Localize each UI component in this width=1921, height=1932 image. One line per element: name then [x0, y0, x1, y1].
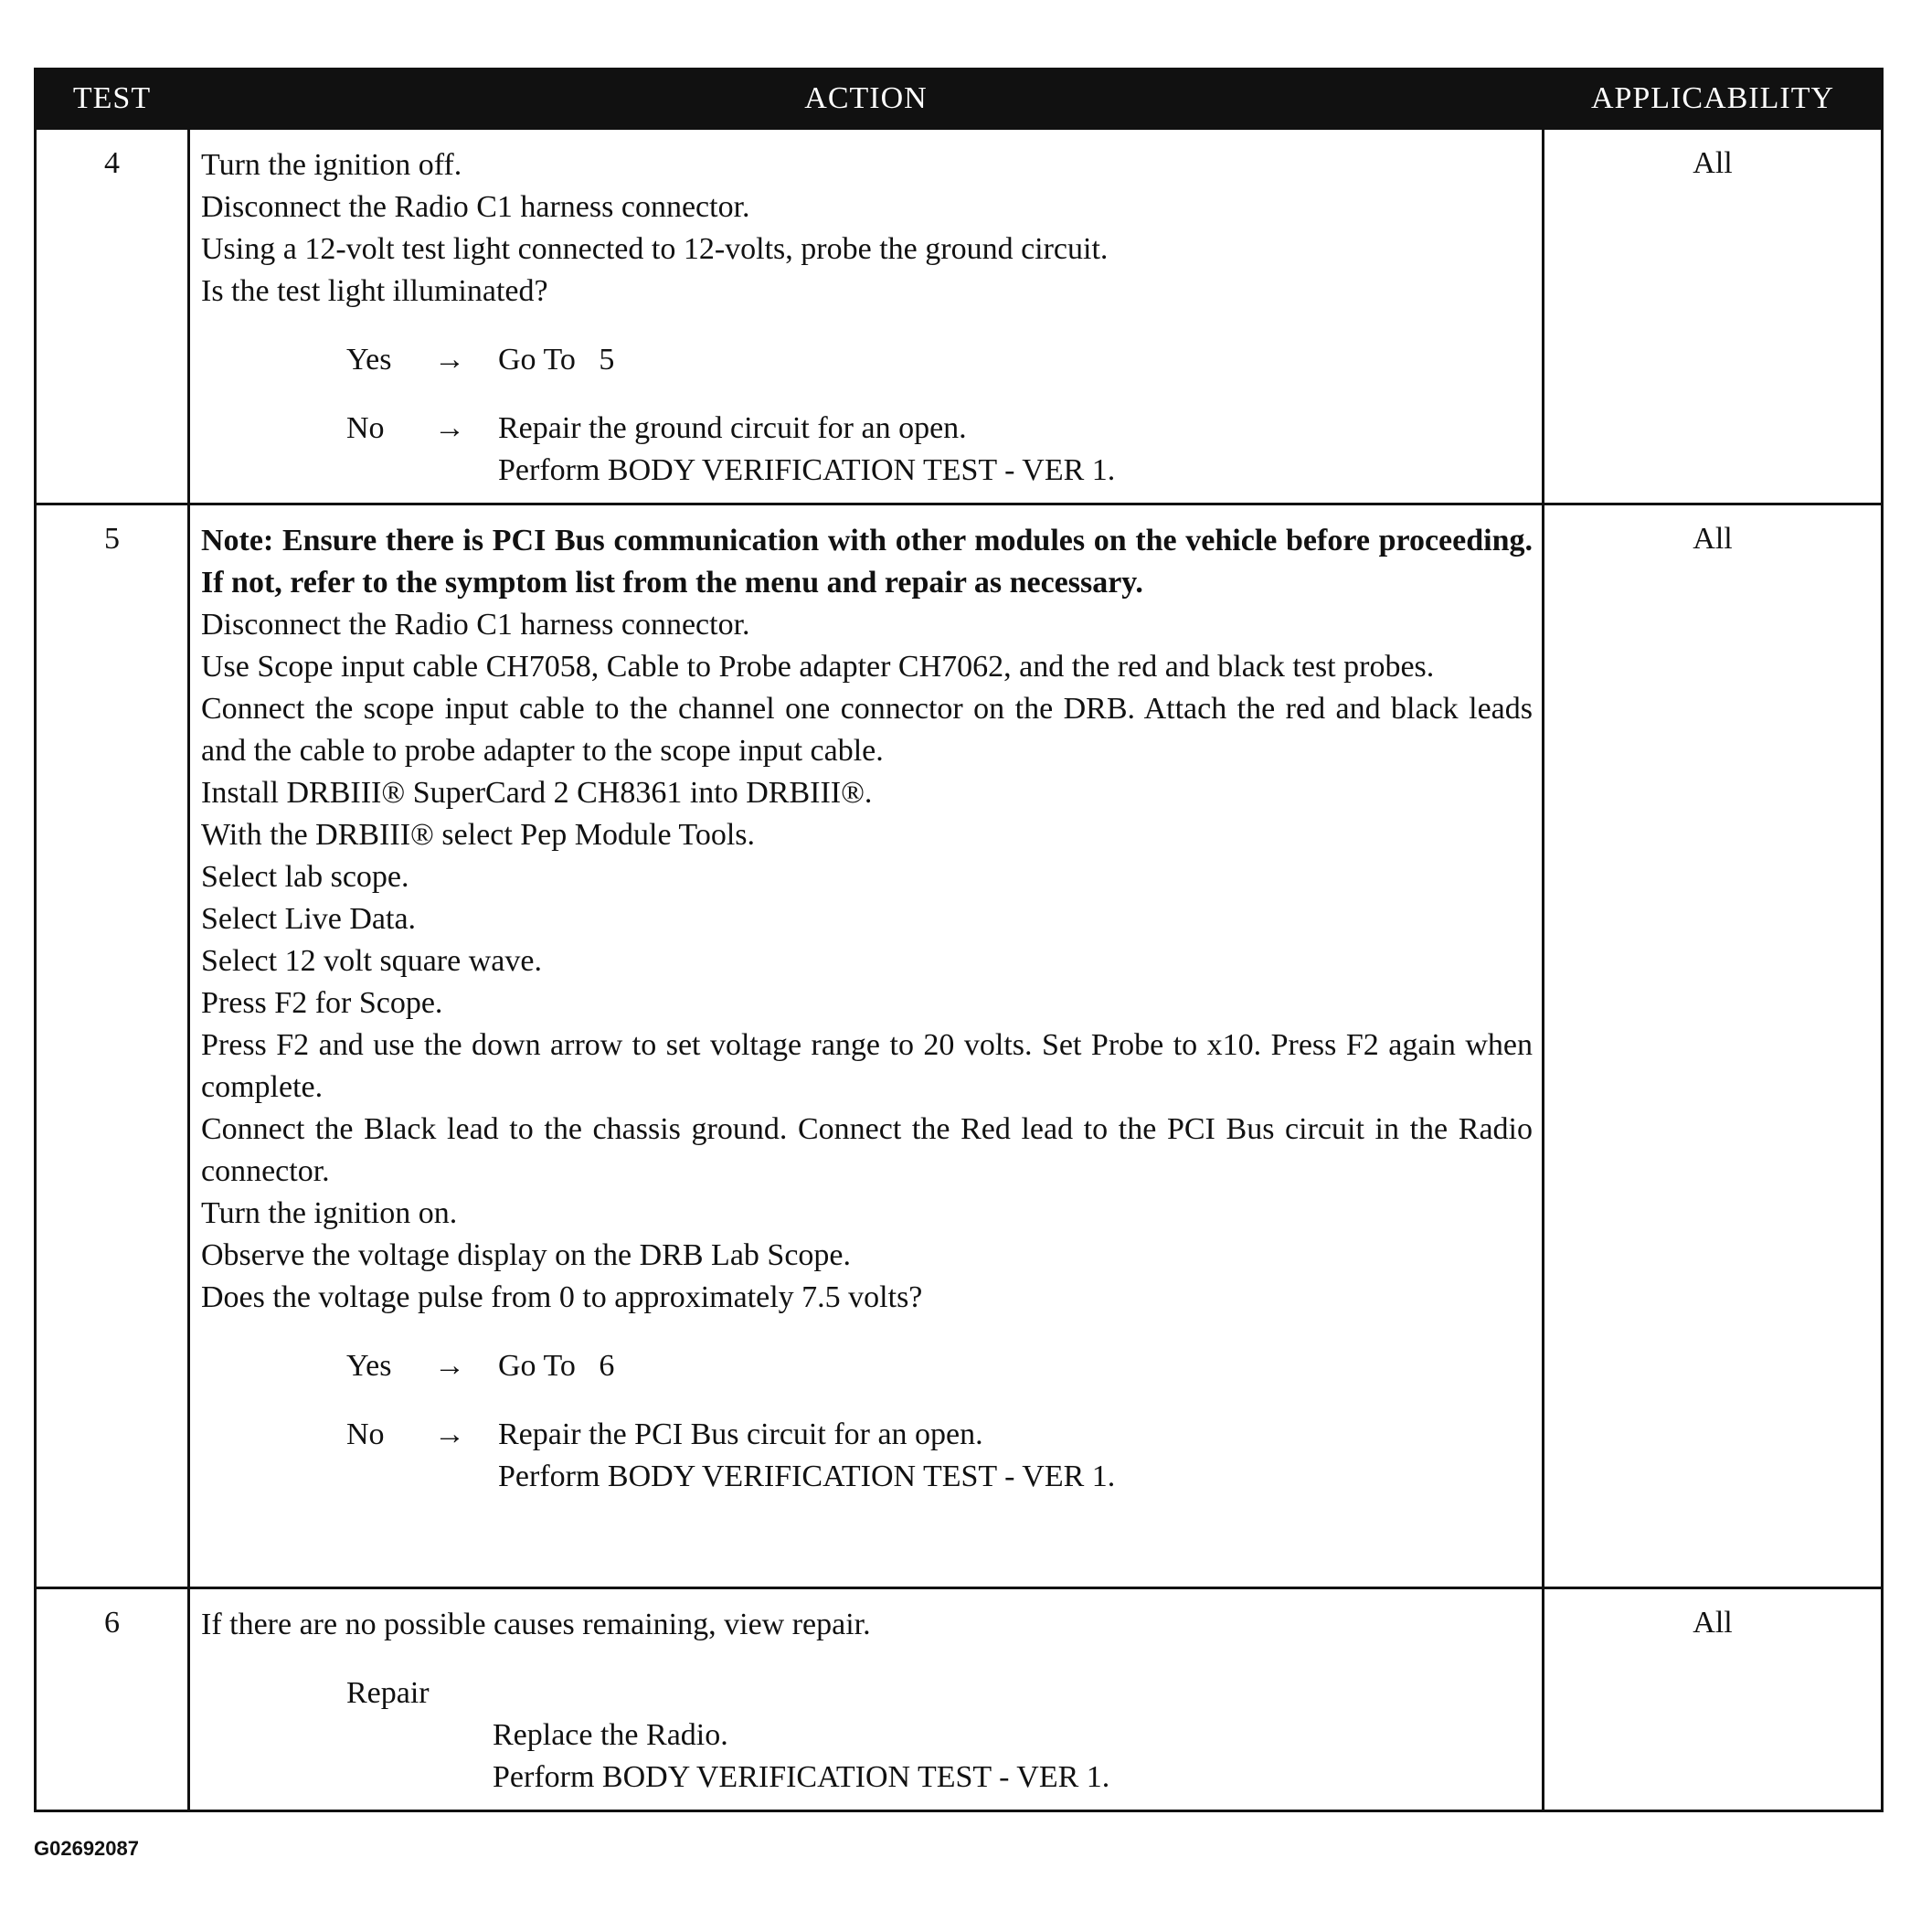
action-step: Use Scope input cable CH7058, Cable to Probe adapter CH7062, and the red and black test probes.	[201, 650, 1435, 684]
header-applicability: APPLICABILITY	[1544, 69, 1883, 129]
test-number: 5	[36, 504, 189, 1588]
yes-label: Yes	[346, 1349, 392, 1383]
action-step: Turn the ignition off.	[201, 148, 462, 182]
diagnostic-test-table	[34, 68, 1884, 1812]
header-action: ACTION	[189, 69, 1544, 129]
action-cell	[189, 1588, 1544, 1811]
action-step: Disconnect the Radio C1 harness connector.	[201, 608, 750, 642]
note-text: Note: Ensure there is PCI Bus communication with other modules on the vehicle before proceeding. If not, refer to the symptom list from the menu and repair as necessary.	[201, 524, 1533, 600]
figure-id: G02692087	[34, 1837, 139, 1860]
yes-branch	[346, 339, 1533, 381]
header-test: TEST	[36, 69, 189, 129]
table-row-test-5	[36, 504, 1883, 1588]
action-step: Press F2 for Scope.	[201, 986, 443, 1020]
action-step: Turn the ignition on.	[201, 1196, 458, 1230]
goto-link: Go To 6	[498, 1349, 615, 1383]
action-step: Select 12 volt square wave.	[201, 944, 542, 978]
action-step: Using a 12-volt test light connected to 12-volts, probe the ground circuit.	[201, 232, 1109, 266]
table-header-row	[36, 69, 1883, 129]
table-row-test-6	[36, 1588, 1883, 1811]
right-arrow-icon: →	[434, 411, 465, 445]
action-cell	[189, 129, 1544, 504]
no-branch	[346, 408, 1533, 492]
action-cell	[189, 504, 1544, 1588]
no-action: Perform BODY VERIFICATION TEST - VER 1.	[498, 453, 1116, 487]
repair-label: Repair	[346, 1676, 430, 1710]
applicability-cell: All	[1544, 504, 1883, 1588]
no-label: No	[346, 1417, 385, 1451]
test-number: 6	[36, 1588, 189, 1811]
action-question: Does the voltage pulse from 0 to approximately 7.5 volts?	[201, 1280, 923, 1314]
action-step: Connect the scope input cable to the channel one connector on the DRB. Attach the red and black leads and the cable to probe adapter to the scope input cable.	[201, 692, 1533, 768]
action-step: Observe the voltage display on the DRB Lab Scope.	[201, 1238, 852, 1272]
action-step: Select Live Data.	[201, 902, 417, 936]
action-step: If there are no possible causes remaining, view repair.	[201, 1608, 871, 1641]
table-row-test-4	[36, 129, 1883, 504]
action-step: With the DRBIII® select Pep Module Tools.	[201, 818, 755, 852]
right-arrow-icon: →	[434, 343, 465, 377]
applicability-cell: All	[1544, 1588, 1883, 1811]
test-number: 4	[36, 129, 189, 504]
action-step: Connect the Black lead to the chassis ground. Connect the Red lead to the PCI Bus circuit in the Radio connector.	[201, 1112, 1533, 1188]
yes-branch	[346, 1345, 1533, 1387]
action-step: Disconnect the Radio C1 harness connector.	[201, 190, 750, 224]
goto-link: Go To 5	[498, 343, 615, 377]
repair-step: Perform BODY VERIFICATION TEST - VER 1.	[493, 1760, 1110, 1794]
repair-step: Replace the Radio.	[493, 1718, 728, 1752]
action-question: Is the test light illuminated?	[201, 274, 548, 308]
repair-block	[346, 1672, 1533, 1799]
yes-label: Yes	[346, 343, 392, 377]
right-arrow-icon: →	[434, 1349, 465, 1383]
action-step: Select lab scope.	[201, 860, 409, 894]
right-arrow-icon: →	[434, 1417, 465, 1451]
action-step: Press F2 and use the down arrow to set voltage range to 20 volts. Set Probe to x10. Press F2 again when complete.	[201, 1028, 1533, 1104]
no-action: Repair the ground circuit for an open.	[498, 411, 967, 445]
action-step: Install DRBIII® SuperCard 2 CH8361 into DRBIII®.	[201, 776, 873, 810]
no-action: Perform BODY VERIFICATION TEST - VER 1.	[498, 1460, 1116, 1493]
no-branch	[346, 1414, 1533, 1498]
applicability-cell: All	[1544, 129, 1883, 504]
no-action: Repair the PCI Bus circuit for an open.	[498, 1417, 983, 1451]
no-label: No	[346, 411, 385, 445]
